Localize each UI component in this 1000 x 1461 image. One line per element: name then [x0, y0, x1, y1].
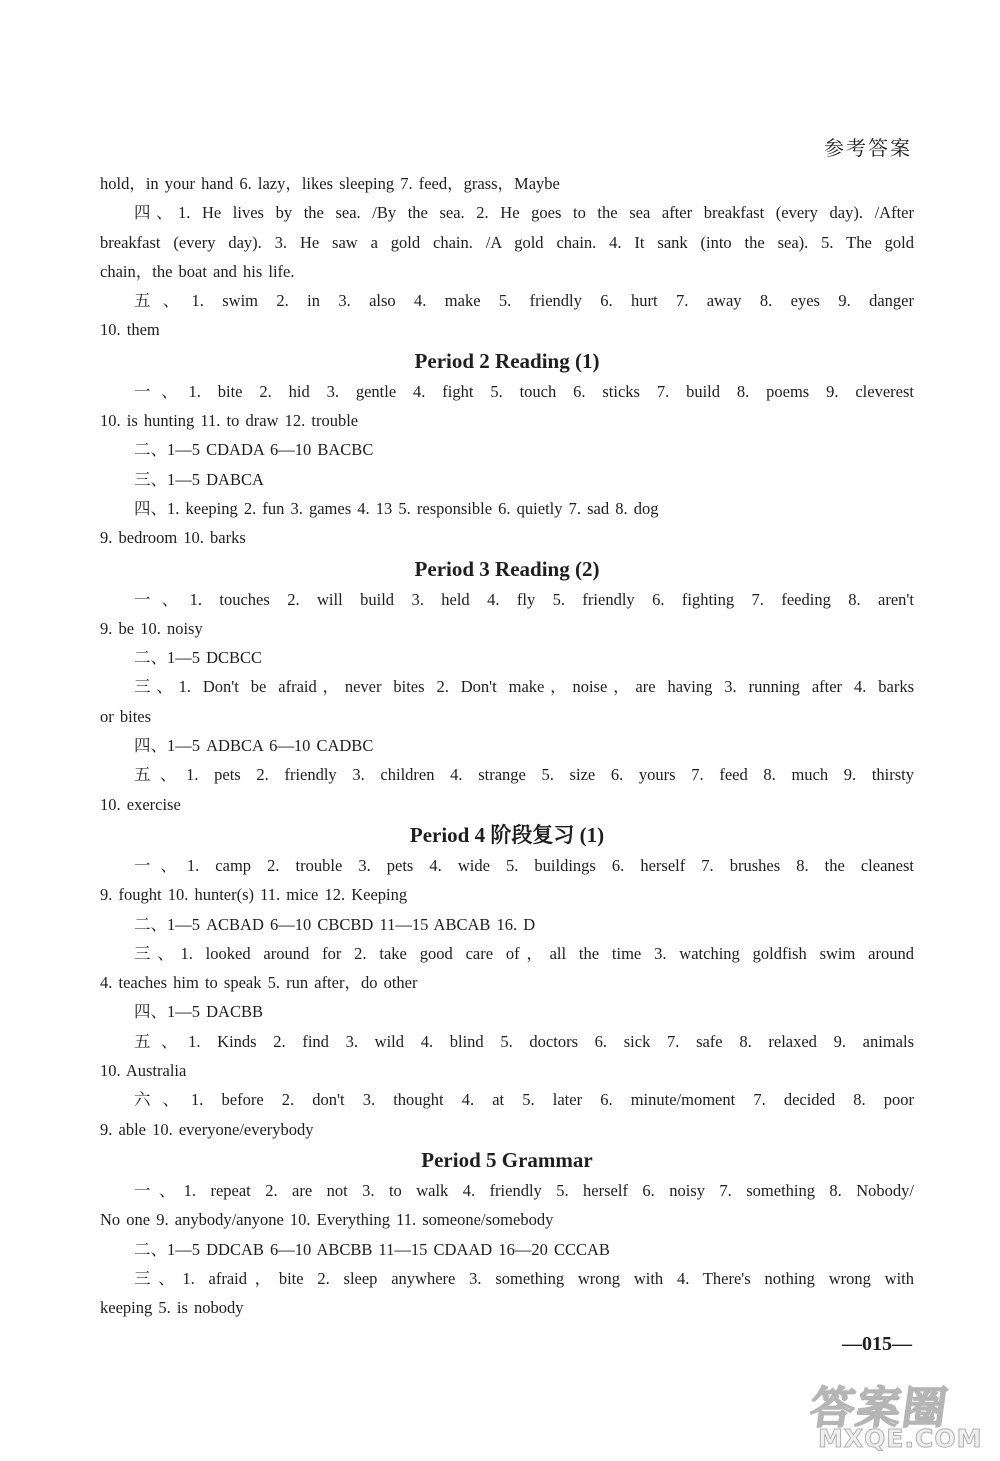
watermark-logo: 答案圈 [806, 1383, 953, 1434]
answer-line: 9. able 10. everyone/everybody [100, 1119, 314, 1139]
answer-line: 9. bedroom 10. barks [100, 528, 246, 548]
answer-line: 三、1—5 DABCA [134, 469, 264, 489]
answer-line: 二、1—5 ACBAD 6—10 CBCBD 11—15 ABCAB 16. D [134, 914, 536, 934]
answer-line: 五、1. Kinds 2. find 3. wild 4. blind 5. doctors 6. sick 7. safe 8. relaxed 9. animals [134, 1031, 914, 1051]
period-title: Period 2 Reading (1) [414, 348, 600, 373]
period-title: Period 3 Reading (2) [414, 556, 600, 581]
answer-line: 4. teaches him to speak 5. run after，do other [100, 973, 418, 993]
answer-line: 三、1. afraid，bite 2. sleep anywhere 3. something wrong with 4. There's nothing wrong with [134, 1268, 914, 1288]
answer-line: 一、1. bite 2. hid 3. gentle 4. fight 5. touch 6. sticks 7. build 8. poems 9. cleverest [134, 381, 914, 401]
answer-line: chain，the boat and his life. [100, 261, 295, 281]
answer-line: 一、1. camp 2. trouble 3. pets 4. wide 5. buildings 6. herself 7. brushes 8. the cleanest [134, 855, 914, 875]
answer-line: 二、1—5 CDADA 6—10 BACBC [134, 440, 374, 460]
answer-line: 二、1—5 DDCAB 6—10 ABCBB 11—15 CDAAD 16—20 CCCAB [134, 1239, 610, 1259]
answer-line: 六、1. before 2. don't 3. thought 4. at 5. later 6. minute/moment 7. decided 8. poor [134, 1090, 914, 1110]
answer-line: 五、1. pets 2. friendly 3. children 4. strange 5. size 6. yours 7. feed 8. much 9. thirsty [134, 765, 914, 785]
answer-line: No one 9. anybody/anyone 10. Everything 11. someone/somebody [100, 1210, 554, 1230]
answer-line: 10. Australia [100, 1061, 187, 1081]
answer-line: 9. fought 10. hunter(s) 11. mice 12. Keeping [100, 885, 408, 905]
answer-line: 9. be 10. noisy [100, 618, 203, 638]
answer-content [100, 169, 914, 1322]
answer-line: 四、1. He lives by the sea. /By the sea. 2. He goes to the sea after breakfast (every day). /After [134, 203, 914, 223]
answer-line: 五、1. swim 2. in 3. also 4. make 5. friendly 6. hurt 7. away 8. eyes 9. danger [134, 291, 914, 311]
page-number: —015— [842, 1333, 912, 1355]
answer-line: keeping 5. is nobody [100, 1298, 244, 1318]
period-title: Period 4 阶段复习 (1) [409, 822, 605, 847]
answer-line: 10. is hunting 11. to draw 12. trouble [100, 411, 359, 431]
answer-line: 四、1—5 ADBCA 6—10 CADBC [134, 736, 374, 756]
answer-line: hold，in your hand 6. lazy，likes sleeping 7. feed，grass，Maybe [100, 174, 560, 193]
answer-line: 三、1. Don't be afraid，never bites 2. Don't make，noise，are having 3. running after 4. barks [134, 677, 914, 697]
period-title: Period 5 Grammar [421, 1147, 593, 1172]
answer-line: 二、1—5 DCBCC [134, 648, 263, 668]
watermark-url: MXQE.COM [818, 1424, 983, 1453]
answer-line: 一、1. touches 2. will build 3. held 4. fly 5. friendly 6. fighting 7. feeding 8. aren't [134, 589, 914, 609]
running-header: 参考答案 [824, 136, 912, 160]
answer-line: 四、1. keeping 2. fun 3. games 4. 13 5. responsible 6. quietly 7. sad 8. dog [134, 498, 659, 518]
answer-line: or bites [100, 706, 152, 726]
answer-line: 10. exercise [100, 794, 181, 814]
answer-line: 一、1. repeat 2. are not 3. to walk 4. friendly 5. herself 6. noisy 7. something 8. Nobody/ [134, 1180, 914, 1200]
answer-line: 四、1—5 DACBB [134, 1002, 263, 1022]
answer-line: 三、1. looked around for 2. take good care of，all the time 3. watching goldfish swim around [134, 943, 914, 963]
answer-line: 10. them [100, 320, 160, 340]
answer-line: breakfast (every day). 3. He saw a gold chain. /A gold chain. 4. It sank (into the sea). 5. The gold [100, 232, 914, 252]
